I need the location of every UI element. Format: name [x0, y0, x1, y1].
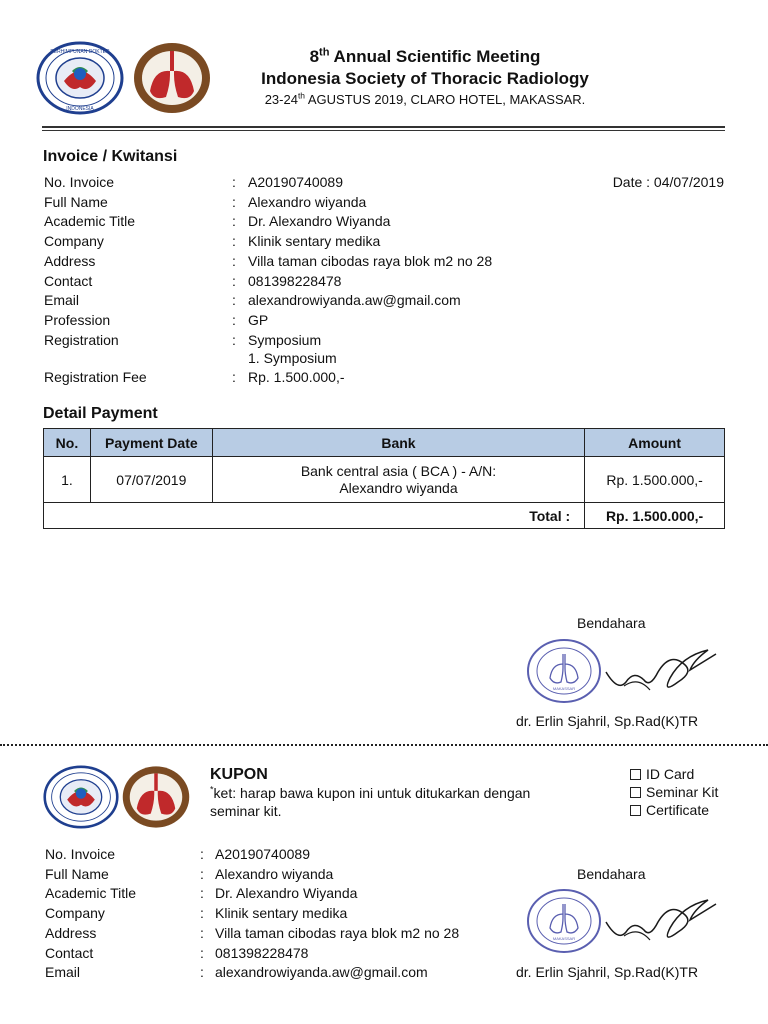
payment-heading: Detail Payment — [43, 405, 158, 422]
field-label: Profession — [44, 311, 111, 328]
signature — [598, 642, 724, 702]
svg-text:INDONESIA: INDONESIA — [66, 106, 94, 112]
col-header-bank: Bank — [212, 429, 584, 457]
field-label: Address — [45, 924, 97, 941]
total-value: Rp. 1.500.000,- — [585, 503, 725, 529]
field-separator: : — [200, 964, 204, 981]
cell-amount: Rp. 1.500.000,- — [585, 457, 725, 503]
field-label: Academic Title — [44, 213, 136, 230]
field-value: GP — [248, 311, 269, 328]
field-separator: : — [200, 944, 204, 961]
field-value: Klinik sentary medika — [215, 905, 348, 922]
field-separator: : — [200, 905, 204, 922]
stamp-seal — [526, 888, 602, 954]
field-label: Registration — [44, 331, 119, 348]
col-header-no: No. — [44, 429, 91, 457]
field-separator: : — [200, 846, 204, 862]
payment-table — [43, 428, 725, 529]
field-separator: : — [232, 174, 236, 190]
field-label: Contact — [44, 272, 93, 289]
signature — [598, 892, 724, 952]
field-separator: : — [232, 272, 236, 289]
field-separator: : — [232, 193, 236, 210]
kupon-note-line2: seminar kit. — [210, 803, 282, 819]
field-label: Company — [45, 905, 105, 922]
checkbox-icon[interactable] — [630, 787, 641, 798]
field-label: Academic Title — [45, 885, 137, 902]
field-value: alexandrowiyanda.aw@gmail.com — [248, 292, 461, 309]
field-value: Rp. 1.500.000,- — [248, 369, 345, 386]
field-label: Address — [44, 252, 96, 269]
field-value-secondary: 1. Symposium — [248, 349, 337, 366]
cell-bank-text: Bank central asia ( BCA ) - A/N: Alexandro wiyanda — [300, 462, 497, 496]
header-subtitle: Indonesia Society of Thoracic Radiology — [261, 69, 589, 88]
field-label: No. Invoice — [45, 846, 116, 862]
field-separator: : — [232, 369, 236, 386]
field-value: Symposium — [248, 331, 322, 348]
field-separator: : — [200, 865, 204, 882]
kupon-note-line1: ket: harap bawa kupon ini untuk ditukarkan dengan — [213, 785, 531, 801]
field-label: No. Invoice — [44, 174, 115, 190]
header-title — [215, 46, 635, 67]
field-value: Villa taman cibodas raya blok m2 no 28 — [248, 252, 493, 269]
checkbox-icon[interactable] — [630, 805, 641, 816]
field-value: A20190740089 — [215, 846, 310, 862]
cell-no: 1. — [44, 457, 91, 503]
kupon-note-mark: * — [210, 784, 214, 795]
header-rule-bottom — [42, 130, 725, 131]
field-separator: : — [232, 311, 236, 328]
field-separator: : — [200, 885, 204, 902]
checkbox-seminar-kit[interactable] — [630, 783, 718, 801]
lung-logo — [132, 41, 212, 115]
society-logo — [43, 762, 119, 832]
checkbox-label: Certificate — [646, 802, 710, 818]
field-label: Email — [45, 964, 81, 981]
svg-text:MAKASSAR: MAKASSAR — [552, 686, 576, 691]
field-label: Registration Fee — [44, 369, 147, 386]
field-value: 081398228478 — [215, 944, 309, 961]
kupon-title: KUPON — [210, 766, 268, 783]
field-separator: : — [232, 233, 236, 250]
lung-logo — [121, 762, 191, 832]
field-value: Klinik sentary medika — [248, 233, 381, 250]
field-separator: : — [232, 292, 236, 309]
header-rule-top — [42, 126, 725, 128]
kupon-note — [210, 784, 590, 820]
col-header-payment-date: Payment Date — [90, 429, 212, 457]
checkbox-label: Seminar Kit — [646, 784, 719, 800]
total-row — [44, 503, 725, 529]
field-value: alexandrowiyanda.aw@gmail.com — [215, 964, 428, 981]
cell-payment-date: 07/07/2019 — [90, 457, 212, 503]
invoice-date: Date : 04/07/2019 — [612, 174, 724, 190]
signature-name: dr. Erlin Sjahril, Sp.Rad(K)TR — [516, 713, 699, 729]
checkbox-id-card[interactable] — [630, 765, 718, 783]
field-label: Full Name — [44, 193, 108, 210]
header-title-rest: Annual Scientific Meeting — [329, 47, 541, 66]
kupon-signature-name: dr. Erlin Sjahril, Sp.Rad(K)TR — [516, 964, 699, 980]
field-separator: : — [232, 252, 236, 269]
cell-bank — [212, 457, 584, 503]
checkbox-label: ID Card — [646, 766, 695, 782]
table-row — [44, 457, 725, 503]
field-value: Alexandro wiyanda — [215, 865, 334, 882]
col-header-amount: Amount — [585, 429, 725, 457]
field-value: Villa taman cibodas raya blok m2 no 28 — [215, 924, 460, 941]
field-label: Company — [44, 233, 104, 250]
kupon-signature-role: Bendahara — [577, 866, 646, 882]
field-value: Dr. Alexandro Wiyanda — [248, 213, 391, 230]
field-separator: : — [232, 213, 236, 230]
header-ordinal: 8 — [309, 47, 320, 66]
event-date-rest: AGUSTUS 2019, CLARO HOTEL, MAKASSAR. — [304, 92, 586, 107]
field-value: 081398228478 — [248, 272, 342, 289]
svg-text:PERHIMPUNAN DOKTER: PERHIMPUNAN DOKTER — [50, 49, 110, 55]
society-logo — [36, 41, 124, 115]
field-value: Dr. Alexandro Wiyanda — [215, 885, 358, 902]
cut-line — [0, 744, 768, 746]
field-value: Alexandro wiyanda — [248, 193, 367, 210]
field-label: Email — [44, 292, 80, 309]
field-separator: : — [232, 331, 236, 348]
field-separator: : — [200, 924, 204, 941]
invoice-heading: Invoice / Kwitansi — [43, 148, 178, 165]
field-label: Full Name — [45, 865, 109, 882]
event-date-suffix: th — [297, 90, 305, 101]
header-event-details — [215, 92, 635, 107]
signature-role: Bendahara — [577, 615, 646, 631]
stamp-seal — [526, 638, 602, 704]
field-value: A20190740089 — [248, 174, 343, 190]
header-ordinal-suffix: th — [319, 46, 330, 59]
kupon-checklist — [630, 765, 718, 819]
field-label: Contact — [45, 944, 94, 961]
total-label: Total : — [44, 503, 585, 529]
checkbox-certificate[interactable] — [630, 801, 718, 819]
event-date-start: 23-24 — [264, 92, 298, 107]
checkbox-icon[interactable] — [630, 769, 641, 780]
svg-text:MAKASSAR: MAKASSAR — [552, 936, 576, 941]
payment-table-header — [44, 429, 725, 457]
